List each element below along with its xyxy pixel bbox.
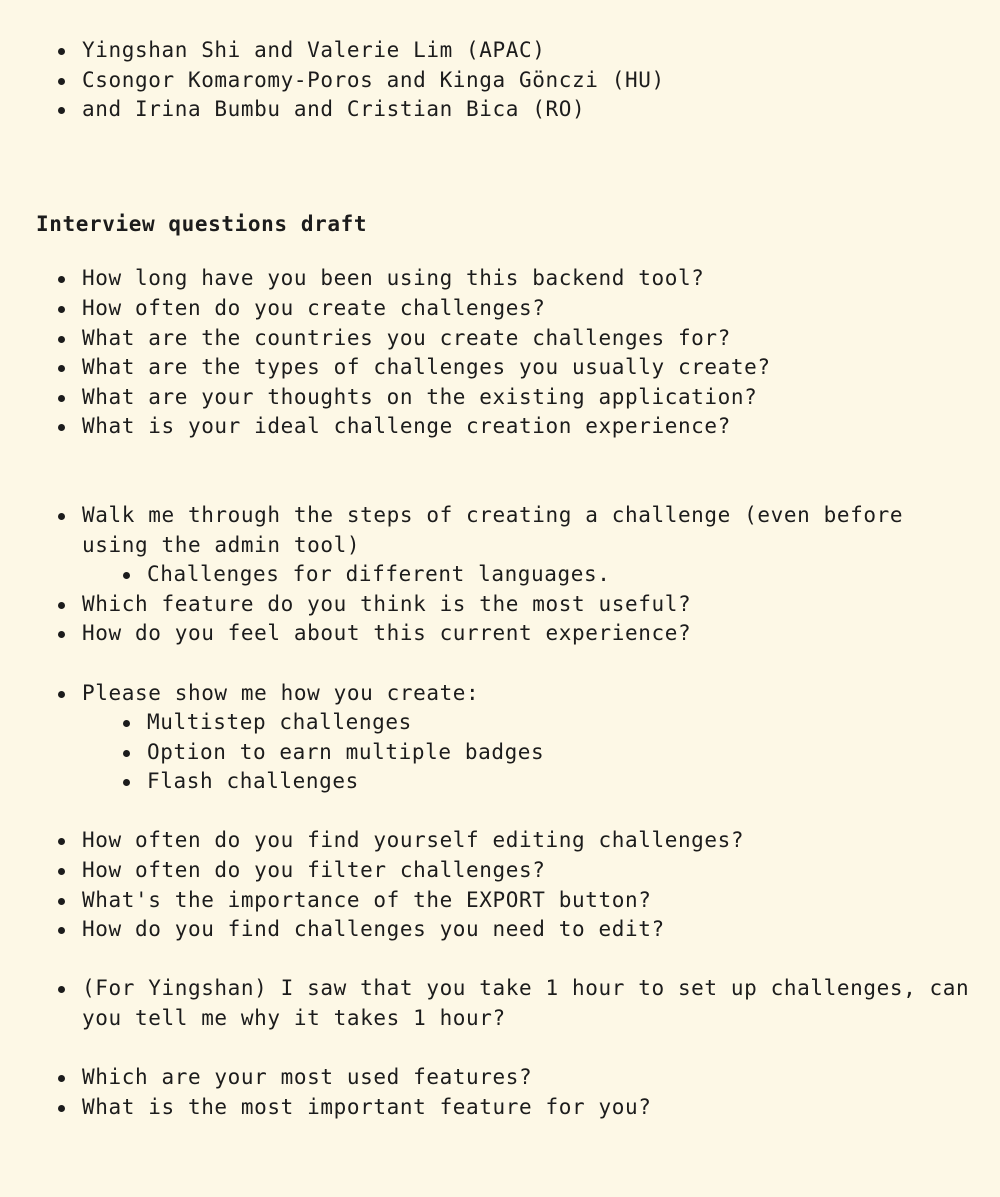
list-item: What are your thoughts on the existing application? xyxy=(36,383,1000,413)
list-item: How do you feel about this current experience? xyxy=(36,619,916,649)
list-item: How often do you filter challenges? xyxy=(36,856,1000,886)
participants-list xyxy=(36,36,1000,125)
list-item: What are the types of challenges you usually create? xyxy=(36,353,1000,383)
list-item: and Irina Bumbu and Cristian Bica (RO) xyxy=(36,95,1000,125)
list-item: What's the importance of the EXPORT button? xyxy=(36,886,1000,916)
list-item: Which feature do you think is the most useful? xyxy=(36,590,916,620)
list-item xyxy=(36,501,916,590)
sub-list-item: Challenges for different languages. xyxy=(82,560,916,590)
list-item: Csongor Komaromy-Poros and Kinga Gönczi (HU) xyxy=(36,66,1000,96)
sub-list xyxy=(82,708,1000,797)
sub-list-item: Multistep challenges xyxy=(82,708,1000,738)
list-item: Yingshan Shi and Valerie Lim (APAC) xyxy=(36,36,1000,66)
sub-list-item: Option to earn multiple badges xyxy=(82,738,1000,768)
questions-list-show xyxy=(36,679,1000,797)
sub-list xyxy=(82,560,916,590)
list-item: How often do you create challenges? xyxy=(36,294,1000,324)
list-item: What are the countries you create challenges for? xyxy=(36,324,1000,354)
questions-list-editing xyxy=(36,826,1000,944)
section-heading: Interview questions draft xyxy=(36,211,368,236)
list-item-text: Walk me through the steps of creating a challenge (even before using the admin tool) xyxy=(82,502,904,557)
questions-list-features xyxy=(36,1063,1000,1122)
list-item: Which are your most used features? xyxy=(36,1063,1000,1093)
questions-list-walkthrough xyxy=(36,501,916,649)
list-item-text: Please show me how you create: xyxy=(82,680,480,705)
list-item: How long have you been using this backend tool? xyxy=(36,264,1000,294)
list-item: How do you find challenges you need to edit? xyxy=(36,915,1000,945)
sub-list-item: Flash challenges xyxy=(82,767,1000,797)
list-item: (For Yingshan) I saw that you take 1 hour to set up challenges, can you tell me why it takes 1 hour? xyxy=(36,974,981,1033)
questions-list-background xyxy=(36,264,1000,442)
list-item xyxy=(36,679,1000,797)
list-item: What is your ideal challenge creation experience? xyxy=(36,412,1000,442)
list-item: What is the most important feature for you? xyxy=(36,1093,1000,1123)
list-item: How often do you find yourself editing challenges? xyxy=(36,826,1000,856)
questions-list-specific xyxy=(36,974,981,1033)
